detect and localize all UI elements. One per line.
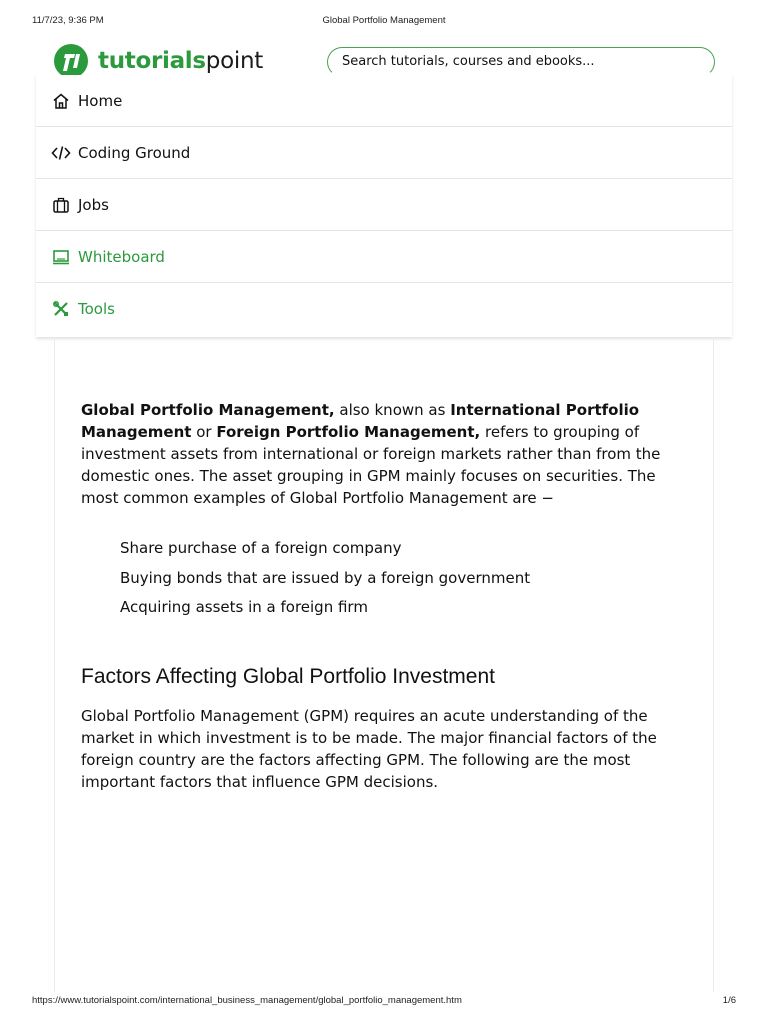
- briefcase-icon: [51, 195, 71, 215]
- intro-text: refers to grouping of investment assets from international or foreign markets rather than from the domestic ones. The asset grouping in GPM mainly focuses on securities. The most common examples of Global Portfolio Management are −: [81, 423, 661, 507]
- list-item: Share purchase of a foreign company: [120, 539, 402, 557]
- search-input[interactable]: [327, 47, 715, 77]
- menu-item-jobs[interactable]: [36, 179, 732, 231]
- print-title: Global Portfolio Management: [322, 15, 446, 26]
- main-menu: [36, 75, 732, 337]
- menu-item-coding-ground[interactable]: [36, 127, 732, 179]
- intro-text: or: [191, 423, 217, 441]
- menu-item-label: Tools: [78, 300, 115, 318]
- examples-list: [120, 537, 680, 626]
- list-item: Buying bonds that are issued by a foreign government: [120, 568, 531, 587]
- menu-item-tools[interactable]: [36, 283, 732, 335]
- list-item: Acquiring assets in a foreign firm: [120, 598, 368, 616]
- menu-item-home[interactable]: [36, 75, 732, 127]
- code-icon: [51, 143, 71, 163]
- print-footer: [0, 995, 768, 1009]
- term-global-portfolio: Global Portfolio Management,: [81, 401, 335, 419]
- menu-item-label: Whiteboard: [78, 247, 165, 266]
- menu-item-label: Coding Ground: [78, 143, 191, 162]
- search-placeholder: Search tutorials, courses and ebooks...: [342, 54, 595, 69]
- home-icon: [51, 91, 71, 111]
- factors-paragraph: Global Portfolio Management (GPM) requires an acute understanding of the market in which investment is to be made. The major financial factors of the foreign country are the factors affecting GPM. The following are the most important factors that influence GPM decisions.: [81, 707, 657, 791]
- print-header: [0, 15, 768, 29]
- print-url: https://www.tutorialspoint.com/international_business_management/global_portfolio_management.htm: [32, 995, 462, 1006]
- whiteboard-icon: [51, 247, 71, 267]
- menu-item-label: Home: [78, 91, 123, 110]
- intro-text: also known as: [334, 401, 451, 419]
- menu-item-label: Jobs: [78, 195, 109, 214]
- print-datetime: 11/7/23, 9:36 PM: [32, 15, 104, 26]
- intro-paragraph: [81, 399, 691, 509]
- logo-text-secondary: point: [205, 48, 263, 74]
- term-international-portfolio: International Portfolio Management: [81, 401, 640, 441]
- logo-text-primary: tutorials: [98, 48, 206, 74]
- page-number: 1/6: [722, 995, 736, 1006]
- menu-item-whiteboard[interactable]: [36, 231, 732, 283]
- logo-text: [98, 48, 263, 74]
- section-heading: Factors Affecting Global Portfolio Investment: [81, 665, 495, 688]
- term-foreign-portfolio: Foreign Portfolio Management,: [216, 423, 481, 441]
- tools-icon: [51, 299, 71, 319]
